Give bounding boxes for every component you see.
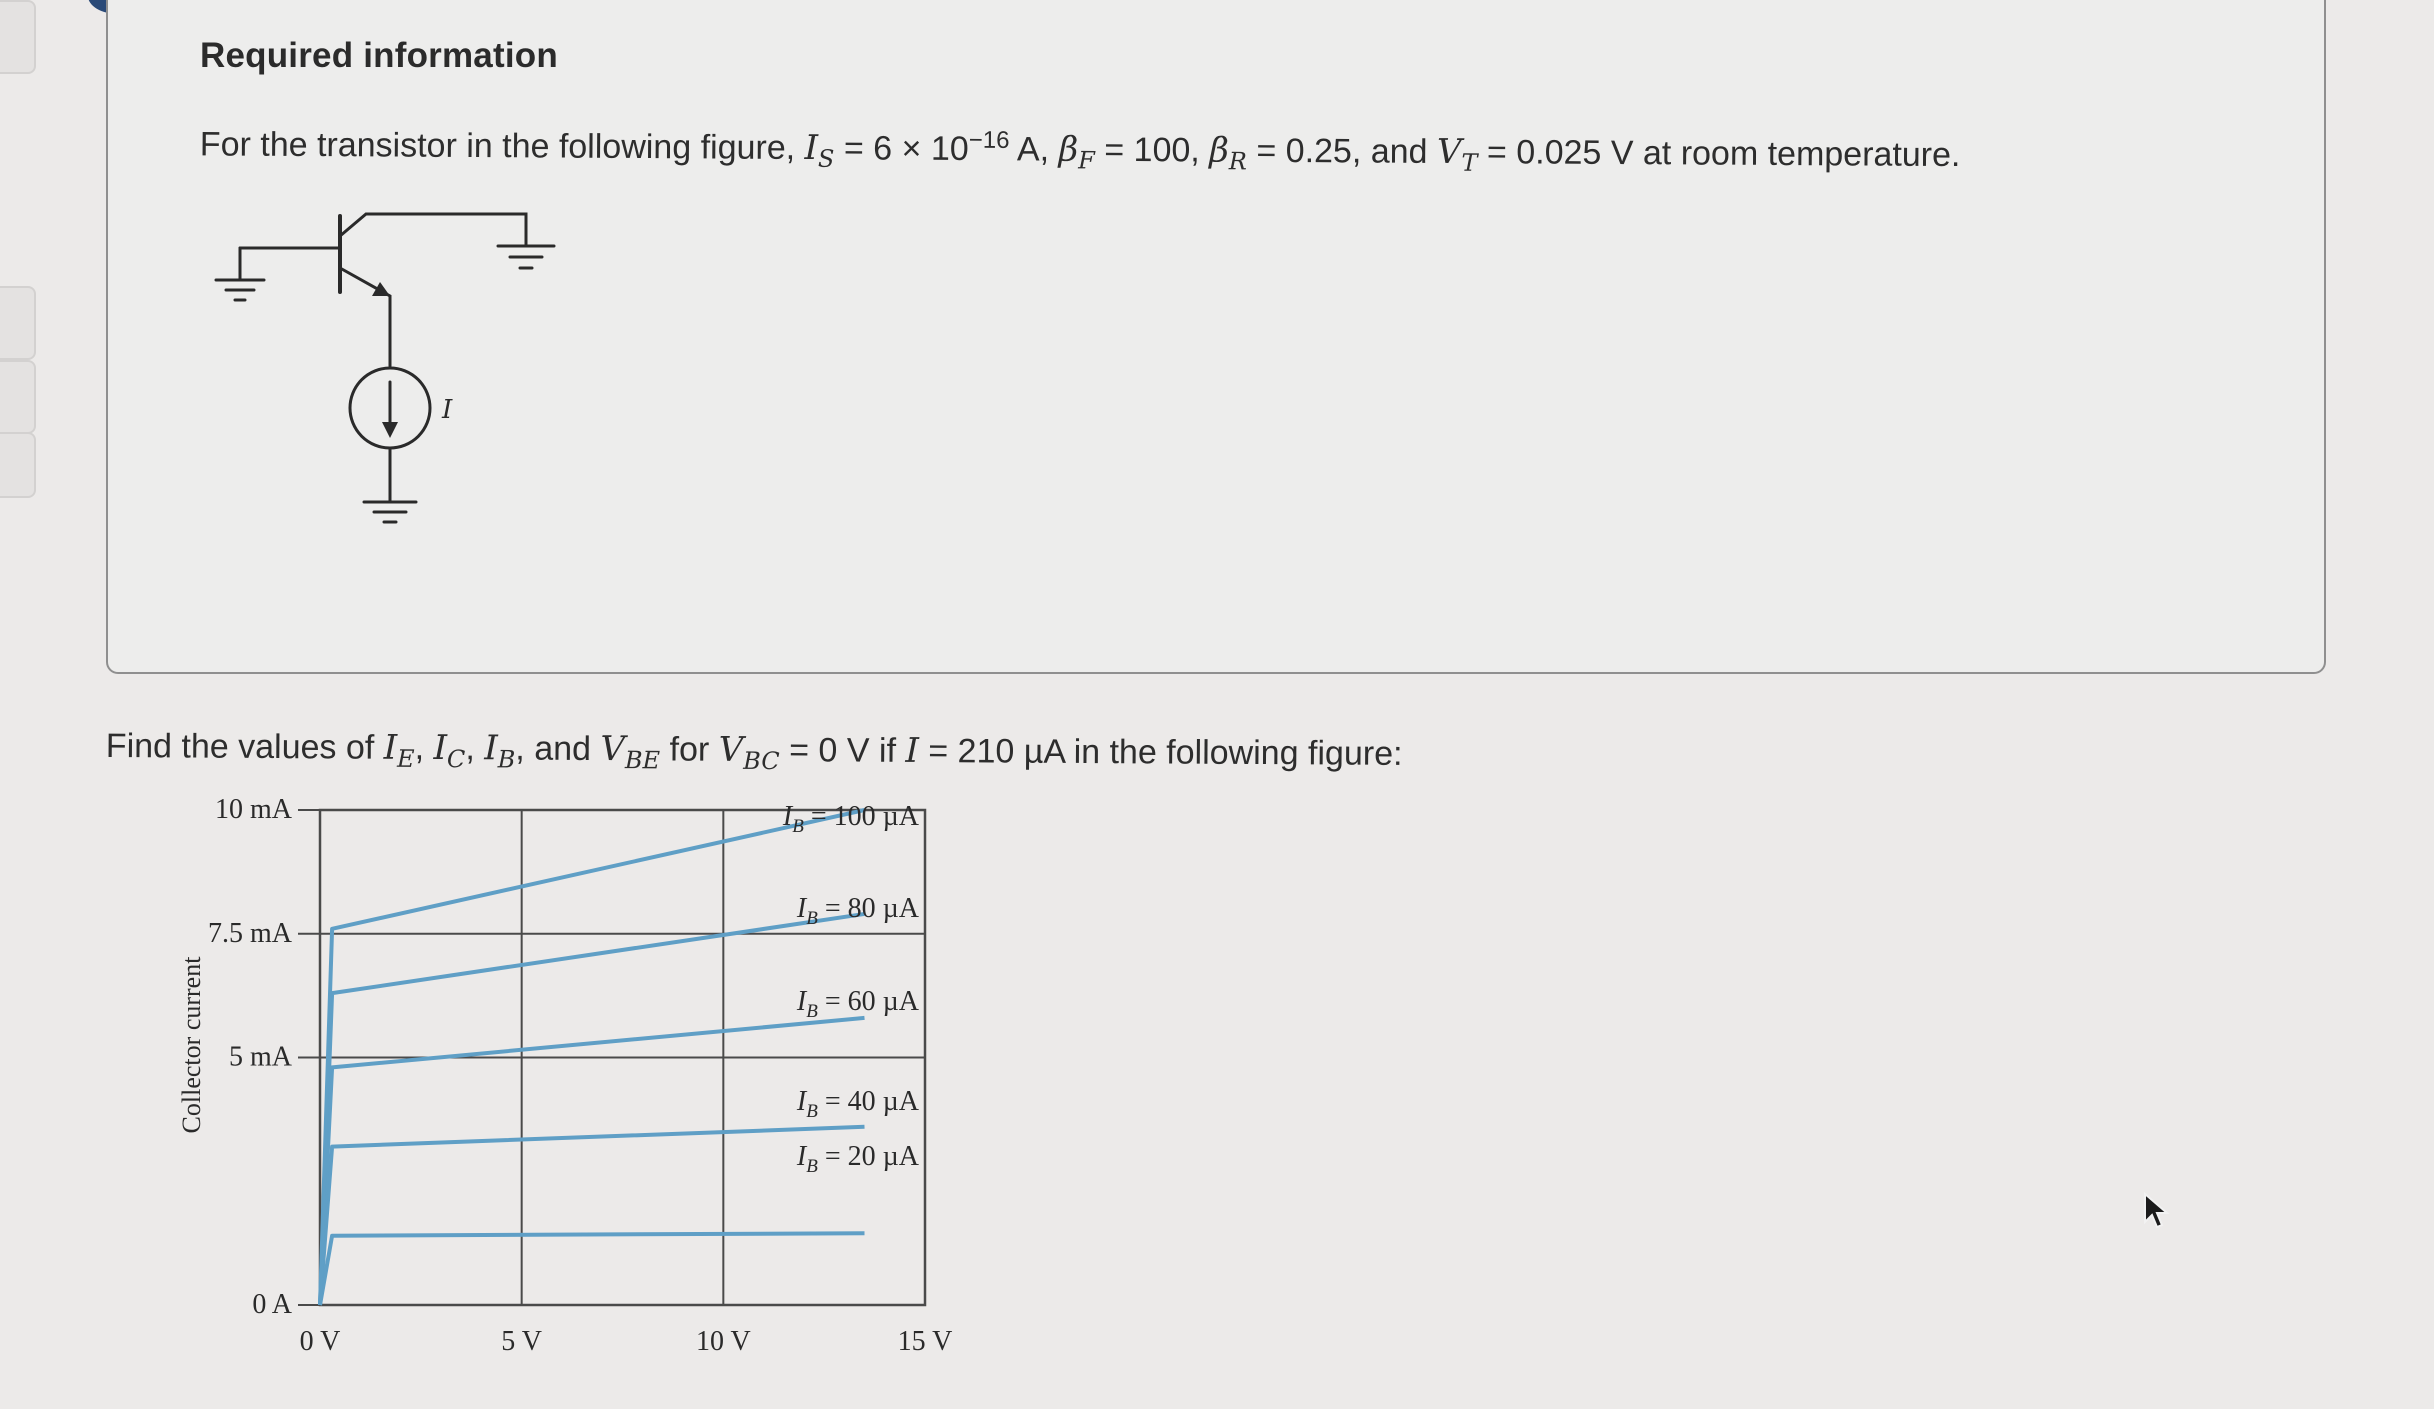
separator: , bbox=[414, 728, 434, 768]
question-statement bbox=[106, 726, 1403, 780]
y-tick-label: 0 A bbox=[252, 1289, 292, 1320]
ie-subscript: E bbox=[396, 744, 415, 773]
series-curve bbox=[320, 914, 865, 1305]
current-source-label: I bbox=[442, 395, 453, 425]
left-edge-tab bbox=[0, 360, 36, 434]
ic-symbol: I bbox=[433, 728, 448, 769]
y-tick-labels bbox=[208, 794, 293, 1320]
vbc-subscript: BC bbox=[743, 746, 780, 775]
left-edge-tab bbox=[0, 0, 36, 74]
y-tick-label: 7.5 mA bbox=[208, 917, 292, 949]
series-curve bbox=[320, 1018, 865, 1305]
ie-symbol: I bbox=[383, 727, 398, 768]
i-symbol: I bbox=[905, 730, 920, 771]
series-labels bbox=[782, 801, 920, 1177]
series-label: $I_B = 20$ µA bbox=[796, 1141, 919, 1177]
x-tick-label: 10 V bbox=[695, 1326, 751, 1357]
separator: , bbox=[465, 729, 485, 768]
left-edge-tab bbox=[0, 286, 36, 360]
series-curve bbox=[320, 1233, 865, 1305]
vbe-subscript: BE bbox=[624, 745, 661, 775]
beta-f-subscript: F bbox=[1078, 146, 1095, 175]
ib-symbol: I bbox=[484, 728, 498, 769]
y-axis-label: Collector current bbox=[177, 956, 206, 1134]
vt-value: = 0.025 V at room temperature. bbox=[1477, 133, 1961, 175]
question-prefix: Find the values of bbox=[105, 727, 384, 767]
ib-subscript: B bbox=[497, 745, 516, 774]
y-tick-label: 10 mA bbox=[215, 794, 292, 825]
vbc-symbol: V bbox=[718, 729, 744, 770]
mouse-pointer-icon bbox=[2143, 1192, 2173, 1232]
vt-subscript: T bbox=[1461, 148, 1478, 177]
collector-characteristics-chart bbox=[170, 790, 970, 1400]
beta-r-subscript: R bbox=[1228, 147, 1248, 176]
and-text: , and bbox=[515, 729, 601, 769]
beta-r-symbol: β bbox=[1209, 130, 1230, 171]
i-value: = 210 µA in the following figure: bbox=[918, 731, 1403, 773]
statement-prefix: For the transistor in the following figure, bbox=[199, 125, 805, 168]
x-tick-label: 15 V bbox=[897, 1326, 953, 1357]
is-subscript: S bbox=[817, 144, 835, 174]
x-tick-labels bbox=[300, 1326, 953, 1357]
is-unit: A, bbox=[1009, 130, 1059, 169]
y-tick-label: 5 mA bbox=[229, 1041, 292, 1073]
chart-grid bbox=[298, 810, 925, 1305]
beta-f-symbol: β bbox=[1058, 129, 1079, 170]
beta-f-value: = 100, bbox=[1094, 130, 1210, 170]
vt-symbol: V bbox=[1436, 131, 1462, 173]
beta-r-value: = 0.25, and bbox=[1246, 131, 1438, 171]
for-text: for bbox=[660, 730, 719, 769]
is-exponent: −16 bbox=[968, 126, 1010, 154]
ic-subscript: C bbox=[446, 744, 466, 773]
series-label: $I_B = 80$ µA bbox=[796, 893, 919, 929]
series-label: $I_B = 40$ µA bbox=[796, 1086, 919, 1122]
collector-wire bbox=[340, 214, 526, 246]
is-value: = 6 × 10 bbox=[834, 129, 969, 169]
current-source-arrow-icon bbox=[382, 422, 398, 438]
left-edge-tab bbox=[0, 432, 36, 498]
series-curve bbox=[320, 1127, 865, 1305]
x-tick-label: 5 V bbox=[501, 1326, 543, 1357]
x-tick-label: 0 V bbox=[299, 1326, 341, 1357]
series-label: $I_B = 60$ µA bbox=[796, 986, 919, 1022]
condition-text: = 0 V if bbox=[779, 731, 906, 770]
required-information-heading: Required information bbox=[200, 36, 558, 75]
emitter-wire bbox=[340, 268, 390, 366]
series-label: $I_B = 100$ µA bbox=[782, 801, 919, 837]
is-symbol: I bbox=[804, 128, 819, 169]
transistor-circuit-diagram bbox=[200, 196, 580, 546]
vbe-symbol: V bbox=[600, 729, 626, 770]
